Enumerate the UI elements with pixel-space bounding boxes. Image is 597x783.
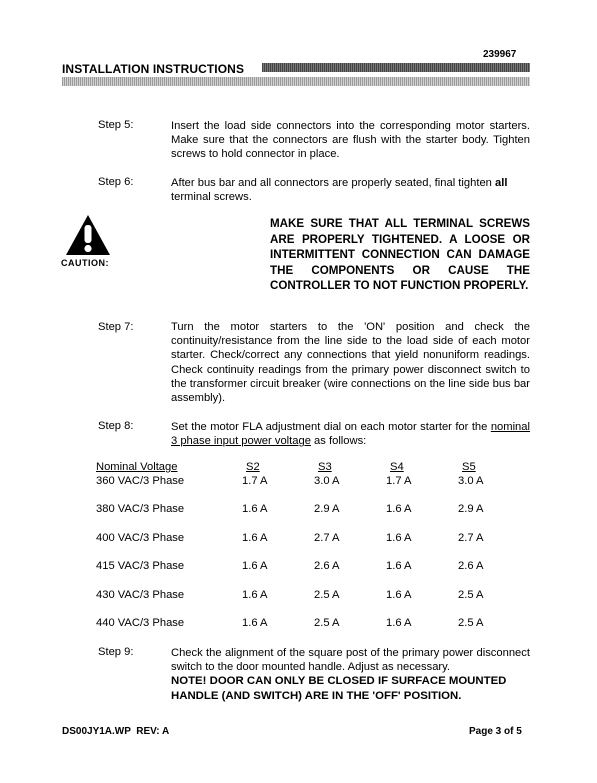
table-cell-voltage: 380 VAC/3 Phase [96,503,185,516]
table-row [96,503,508,531]
table-cell-fla: 1.7 A [242,475,268,487]
column-header-voltage: Nominal Voltage [96,461,178,473]
table-cell-fla: 1.6 A [242,588,268,601]
table-cell-fla: 1.6 A [242,531,268,544]
step-8-text [171,420,530,448]
table-cell-fla: 1.6 A [242,560,268,573]
table-cell-fla: 2.5 A [314,588,340,601]
step-7-label: Step 7: [98,321,134,333]
table-cell-fla: 2.7 A [458,531,484,544]
step-6-emphasis: all [495,177,508,189]
table-cell-fla: 2.6 A [314,560,340,573]
table-cell-fla: 2.7 A [314,531,340,544]
footer-page-number: Page 3 of 5 [469,726,522,737]
table-row [96,560,508,588]
step-6-text-end: terminal screws. [171,191,252,204]
step-8-text-part: Set the motor FLA adjustment dial on each motor starter for the [171,421,491,433]
table-cell-voltage: 440 VAC/3 Phase [96,616,185,629]
caution-text: MAKE SURE THAT ALL TERMINAL SCREWS ARE PROPERLY TIGHTENED. A LOOSE OR INTERMITTENT CONNECTION CAN DAMAGE THE COMPONENTS OR CAUSE THE CONTROLLER TO NOT FUNCTION PROPERLY. [270,217,530,293]
document-number: 239967 [483,49,517,60]
table-header-row [96,461,508,475]
step-6-label: Step 6: [98,176,134,188]
table-cell-fla: 2.6 A [458,560,484,573]
caution-label: CAUTION: [61,258,109,268]
table-cell-fla: 3.0 A [314,475,340,487]
table-cell-fla: 1.6 A [386,531,412,544]
table-cell-voltage: 360 VAC/3 Phase [96,475,185,487]
page-title: INSTALLATION INSTRUCTIONS [62,62,245,76]
table-row [96,589,508,617]
table-cell-voltage: 430 VAC/3 Phase [96,588,185,601]
table-cell-fla: 2.5 A [458,616,484,629]
warning-triangle-icon [65,214,111,261]
table-cell-fla: 1.6 A [242,616,268,629]
step-6-text-part: After bus bar and all connectors are properly seated, final tighten [171,177,496,189]
step-8-label: Step 8: [98,420,134,432]
step-5-text: Insert the load side connectors into the corresponding motor starters. Make sure that the connectors are flush with the starter body. Tighten screws to hold connector in place. [171,120,530,161]
column-header-s2: S2 [246,461,260,473]
fla-table [96,461,508,645]
column-header-s3: S3 [318,461,332,473]
step-5-label: Step 5: [98,119,134,131]
table-cell-fla: 2.5 A [314,616,340,629]
table-cell-voltage: 400 VAC/3 Phase [96,531,185,544]
table-cell-fla: 2.9 A [314,503,340,516]
table-row [96,617,508,645]
step-7-text: Turn the motor starters to the 'ON' position and check the continuity/resistance from the line side to the load side of each motor starter. Check/correct any connections that yield nonuniform readings. Check continuity readings from the primary power disconnect switch to the transformer circuit breaker (wire connections on the line side bus bar assembly). [171,321,530,405]
step-8-text-end: as follows: [310,435,367,448]
table-cell-fla: 1.7 A [386,475,412,487]
table-cell-voltage: 415 VAC/3 Phase [96,560,185,573]
table-row [96,532,508,560]
header-rule-light [62,77,530,86]
column-header-s5: S5 [462,461,476,473]
fla-table-body [96,475,508,645]
table-cell-fla: 1.6 A [386,616,412,629]
table-cell-fla: 1.6 A [386,560,412,573]
step-9-note: NOTE! DOOR CAN ONLY BE CLOSED IF SURFACE MOUNTED HANDLE (AND SWITCH) ARE IN THE 'OFF' POSITION. [171,675,507,702]
footer-doc-rev: DS00JY1A.WP REV: A [62,726,170,737]
step-9-label: Step 9: [98,646,134,658]
table-cell-fla: 2.9 A [458,503,484,516]
step-9-text: Check the alignment of the square post of the primary power disconnect switch to the door mounted handle. Adjust as necessary. [171,647,530,674]
table-cell-fla: 1.6 A [242,503,268,516]
table-cell-fla: 1.6 A [386,588,412,601]
column-header-s4: S4 [390,461,404,473]
table-cell-fla: 1.6 A [386,503,412,516]
step-6-text [171,176,530,204]
table-cell-fla: 3.0 A [458,475,484,487]
table-row [96,475,508,503]
header-rule-dark [262,63,530,72]
step-8-underlined: nominal 3 phase input power voltage [171,421,530,448]
table-cell-fla: 2.5 A [458,588,484,601]
